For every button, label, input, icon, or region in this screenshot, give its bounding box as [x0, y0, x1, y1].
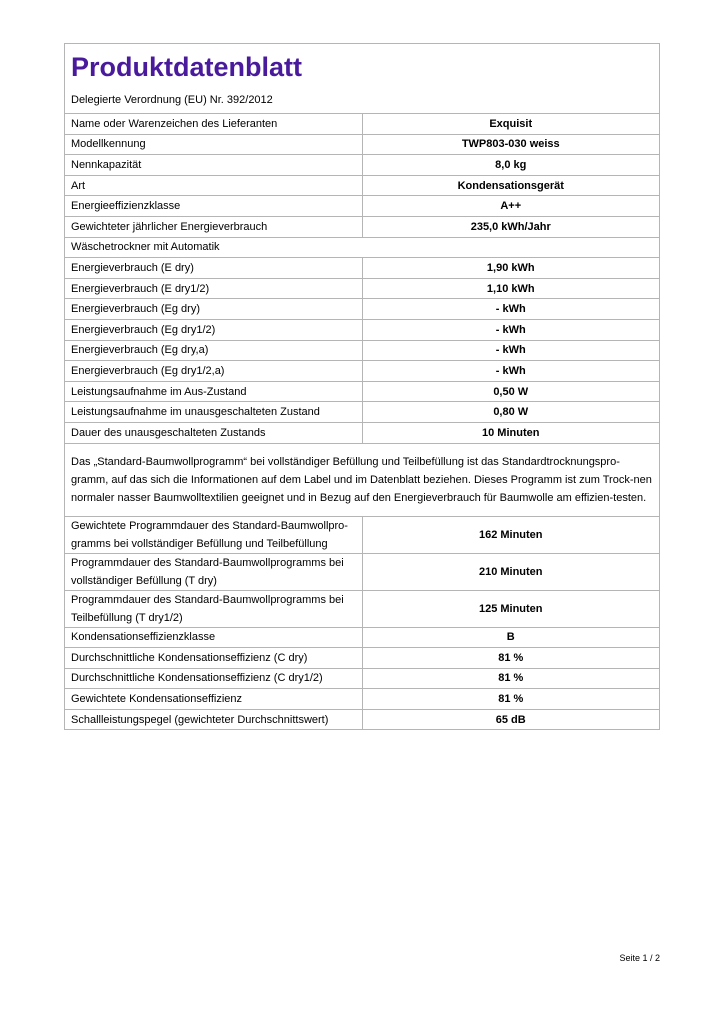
- regulation-subtitle: Delegierte Verordnung (EU) Nr. 392/2012: [71, 94, 273, 106]
- table-row: [65, 319, 660, 340]
- table-row: [65, 196, 660, 217]
- section-row: [65, 237, 660, 258]
- table-row: [65, 155, 660, 176]
- row-label: Modellkennung: [65, 134, 363, 155]
- row-value: 81 %: [362, 668, 660, 689]
- page-number: Seite 1 / 2: [619, 953, 660, 963]
- row-label: Schallleistungspegel (gewichteter Durchschnittswert): [65, 709, 363, 730]
- row-value: 210 Minuten: [362, 553, 660, 590]
- table-row: [65, 627, 660, 648]
- row-value: 8,0 kg: [362, 155, 660, 176]
- table-row: [65, 258, 660, 279]
- table-row: [65, 422, 660, 443]
- row-value: 81 %: [362, 689, 660, 710]
- row-value: Exquisit: [362, 114, 660, 135]
- table-row: [65, 402, 660, 423]
- row-label: Leistungsaufnahme im unausgeschalteten Zustand: [65, 402, 363, 423]
- row-label: Energieverbrauch (Eg dry1/2,a): [65, 361, 363, 382]
- row-label: Kondensationseffizienzklasse: [65, 627, 363, 648]
- row-value: B: [362, 627, 660, 648]
- standard-program-paragraph: Das „Standard-Baumwollprogramm“ bei vollständiger Befüllung und Teilbefüllung ist das Standardtrocknungspro-gramm, auf das sich die Informationen auf dem Label und im Datenblatt beziehen. Dieses Programm ist zum Trock-nen normaler nasser Baumwolltextilien geeignet und in Bezug auf den Energieverbrauch für Baumwolle am effizien-testen.: [65, 443, 660, 516]
- row-value: 10 Minuten: [362, 422, 660, 443]
- row-label: Name oder Warenzeichen des Lieferanten: [65, 114, 363, 135]
- table-row: [65, 381, 660, 402]
- row-label: Nennkapazität: [65, 155, 363, 176]
- table-row: [65, 278, 660, 299]
- paragraph-row: [65, 443, 660, 516]
- row-label: Durchschnittliche Kondensationseffizienz (C dry1/2): [65, 668, 363, 689]
- row-value: - kWh: [362, 299, 660, 320]
- row-label: Programmdauer des Standard-Baumwollprogramms bei Teilbefüllung (T dry1/2): [65, 590, 363, 627]
- row-label: Energieverbrauch (E dry): [65, 258, 363, 279]
- row-label: Energieverbrauch (Eg dry): [65, 299, 363, 320]
- table-row: [65, 709, 660, 730]
- page-title: Produktdatenblatt: [71, 52, 303, 82]
- row-value: - kWh: [362, 340, 660, 361]
- row-label: Energieverbrauch (Eg dry,a): [65, 340, 363, 361]
- table-row: [65, 299, 660, 320]
- table-row: [65, 216, 660, 237]
- row-label: Energieeffizienzklasse: [65, 196, 363, 217]
- row-label: Energieverbrauch (E dry1/2): [65, 278, 363, 299]
- row-label: Leistungsaufnahme im Aus-Zustand: [65, 381, 363, 402]
- table-row: [65, 340, 660, 361]
- row-label: Energieverbrauch (Eg dry1/2): [65, 319, 363, 340]
- row-value: 125 Minuten: [362, 590, 660, 627]
- section-automatic-label: Wäschetrockner mit Automatik: [65, 237, 660, 258]
- row-value: 1,10 kWh: [362, 278, 660, 299]
- table-row: [65, 689, 660, 710]
- table-row: [65, 590, 660, 627]
- row-value: Kondensationsgerät: [362, 175, 660, 196]
- row-value: 235,0 kWh/Jahr: [362, 216, 660, 237]
- table-row: [65, 553, 660, 590]
- row-value: 162 Minuten: [362, 516, 660, 553]
- row-label: Gewichteter jährlicher Energieverbrauch: [65, 216, 363, 237]
- row-value: 65 dB: [362, 709, 660, 730]
- table-row: [65, 668, 660, 689]
- table-row: [65, 134, 660, 155]
- row-value: 1,90 kWh: [362, 258, 660, 279]
- product-datasheet-table: [64, 43, 660, 730]
- row-value: 81 %: [362, 648, 660, 669]
- row-value: 0,80 W: [362, 402, 660, 423]
- row-value: - kWh: [362, 319, 660, 340]
- row-value: A++: [362, 196, 660, 217]
- row-label: Programmdauer des Standard-Baumwollprogramms bei vollständiger Befüllung (T dry): [65, 553, 363, 590]
- header-row: [65, 44, 660, 114]
- table-row: [65, 361, 660, 382]
- table-row: [65, 648, 660, 669]
- row-value: - kWh: [362, 361, 660, 382]
- row-value: 0,50 W: [362, 381, 660, 402]
- table-row: [65, 114, 660, 135]
- row-value: TWP803-030 weiss: [362, 134, 660, 155]
- header-cell: [65, 44, 660, 114]
- row-label: Gewichtete Programmdauer des Standard-Baumwollpro-gramms bei vollständiger Befüllung und Teilbefüllung: [65, 516, 363, 553]
- row-label: Durchschnittliche Kondensationseffizienz (C dry): [65, 648, 363, 669]
- table-row: [65, 516, 660, 553]
- row-label: Art: [65, 175, 363, 196]
- table-row: [65, 175, 660, 196]
- row-label: Dauer des unausgeschalteten Zustands: [65, 422, 363, 443]
- row-label: Gewichtete Kondensationseffizienz: [65, 689, 363, 710]
